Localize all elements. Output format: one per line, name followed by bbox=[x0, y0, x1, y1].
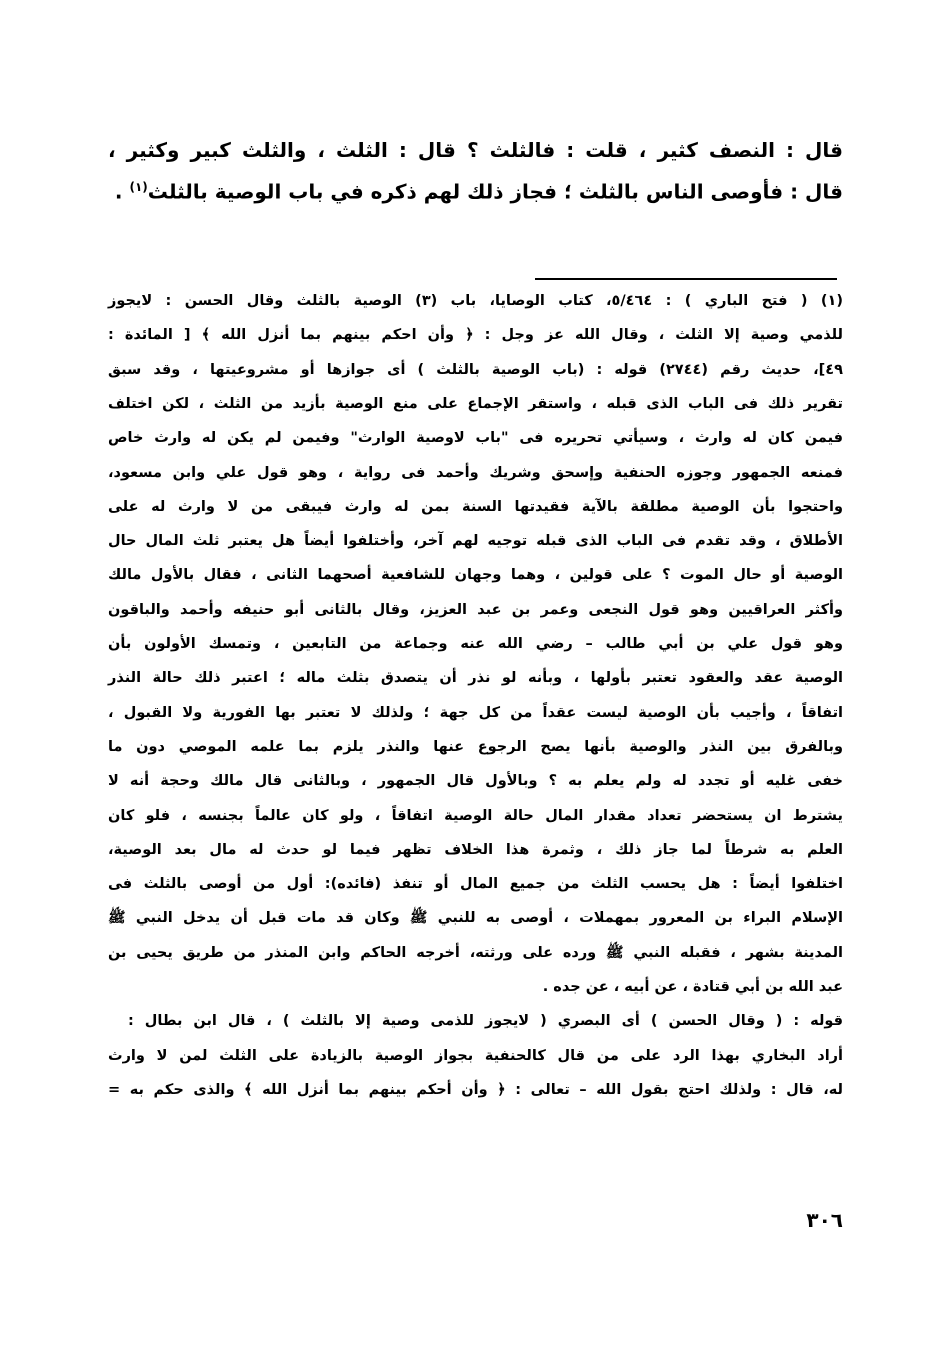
footnote-line: واحتجوا بأن الوصية مطلقة بالآية فقيدتها السنة بمن له وارث فيبقى من لا وارث له على bbox=[108, 498, 843, 515]
footnote-line: أراد البخاري بهذا الرد على من قال كالحنفية بجواز الوصية بالزيادة على الثلث لمن لا وارث bbox=[108, 1047, 843, 1064]
footnote-separator bbox=[535, 278, 837, 280]
footnote-line: قوله : ( وقال الحسن ) أى البصري ( لايجوز للذمى وصية إلا بالثلث ) ، قال ابن بطال : bbox=[128, 1013, 843, 1030]
main-line: قال : النصف كثير ، قلت : فالثلث ؟ قال : الثلث ، والثلث كبير وكثير ، bbox=[108, 138, 843, 162]
footnote-line: وبالفرق بين النذر والوصية بأنها يصح الرجوع عنها والنذر يلزم بما علمه الموصي دون ما bbox=[108, 738, 843, 755]
footnote-line: ٤٩]، حديث رقم (٢٧٤٤) قوله : (باب الوصية بالثلث ) أى جوازها أو مشروعيتها ، وقد سبق bbox=[108, 361, 843, 378]
footnote-line: وأكثر العراقيين وهو قول النجعى وعمر بن عبد العزيز، وقال بالثانى أبو حنيفه وأحمد والباقون bbox=[108, 601, 843, 618]
footnote-line: اتفاقاً ، وأجيب بأن الوصية ليست عقداً من كل جهة ؛ ولذلك لا تعتبر بها الفورية ولا القبول ، bbox=[108, 704, 843, 721]
footnote-line: الإسلام البراء بن المعرور بمهملات ، أوصى به للنبي ﷺ وكان قد مات قبل أن يدخل النبي ﷺ bbox=[108, 910, 843, 927]
footnote-line: الوصية أو حال الموت ؟ على قولين ، وهما وجهان للشافعية أصحهما الثانى ، فقال بالأول مالك bbox=[108, 567, 843, 584]
footnote-line: (١) ( فتح الباري ) : ٥/٤٦٤، كتاب الوصايا، باب (٣) الوصية بالثلث وقال الحسن : لايجوز bbox=[108, 293, 843, 309]
footnote-line: العلم به شرطاً لما جاز ذلك ، وثمرة هذا الخلاف تظهر فيما لو حدث له مال بعد الوصية، bbox=[108, 841, 843, 858]
footnote-line: يشترط ان يستحضر تعداد مقدار المال حالة الوصية اتفاقاً ، ولو كان عالماً بجنسه ، فلو كان bbox=[108, 807, 843, 824]
footnote-line: الأطلاق ، وقد تقدم فى الباب الذى قبله توجيه لهم آخر، وأختلفوا أيضاً هل يعتبر ثلث المال حال bbox=[108, 533, 843, 550]
footnote-line: خفى غليه أو تجدد له ولم يعلم به ؟ وبالأول قال الجمهور ، وبالثانى قال مالك وحجة أنه لا bbox=[108, 773, 843, 790]
footnote-line: وهو قول علي بن أبي طالب – رضي الله عنه وجماعة من التابعين ، وتمسك الأولون بأن bbox=[108, 636, 843, 652]
footnote-line: فمنعه الجمهور وجوزه الحنفية وإسحق وشريك وأحمد فى رواية ، وهو قول علي وابن مسعود، bbox=[108, 464, 843, 481]
main-line bbox=[108, 172, 843, 202]
footnote-line: له، قال : ولذلك احتج بقول الله – تعالى : ﴿ وأن أحكم بينهم بما أنزل الله ﴾ والذى حكم به = bbox=[108, 1081, 843, 1098]
page-number: ٣٠٦ bbox=[806, 1208, 843, 1232]
footnote-line: فيمن كان له وارث ، وسيأتي تحريره فى "باب لاوصية الوارث" وفيمن لم يكن له وارث خاص bbox=[108, 430, 843, 447]
footnote-line: اختلفوا أيضاً : هل يحسب الثلث من جميع المال أو تنفذ (فائده): أول من أوصى بالثلث فى bbox=[108, 876, 843, 893]
footnote-line: للذمي وصية إلا الثلث ، وقال الله عز وجل : ﴿ وأن احكم بينهم بما أنزل الله ﴾ [ المائدة : bbox=[108, 327, 843, 344]
footnote-line: الوصية عقد والعقود تعتبر بأولها ، وبأنه لو نذر أن يتصدق بثلث ماله ؛ اعتبر ذلك حالة النذر bbox=[108, 670, 843, 687]
footnote-line: تقرير ذلك فى الباب الذى قبله ، واستقر الإجماع على منع الوصية بأزيد من الثلث ، لكن اختلف bbox=[108, 395, 843, 412]
main-line-end: . bbox=[114, 179, 130, 204]
main-line-text: قال : فأوصى الناس بالثلث ؛ فجاز ذلك لهم ذكره في باب الوصية بالثلث bbox=[147, 179, 843, 204]
footnote-line: عبد الله بن أبي قتادة ، عن أبيه ، عن جده . bbox=[542, 979, 843, 995]
footnote-reference[interactable]: (١) bbox=[129, 180, 148, 194]
footnote-line: المدينة بشهر ، فقبله النبي ﷺ ورده على ورثته، أخرجه الحاكم وابن المنذر من طريق يحيى بن bbox=[108, 944, 843, 961]
